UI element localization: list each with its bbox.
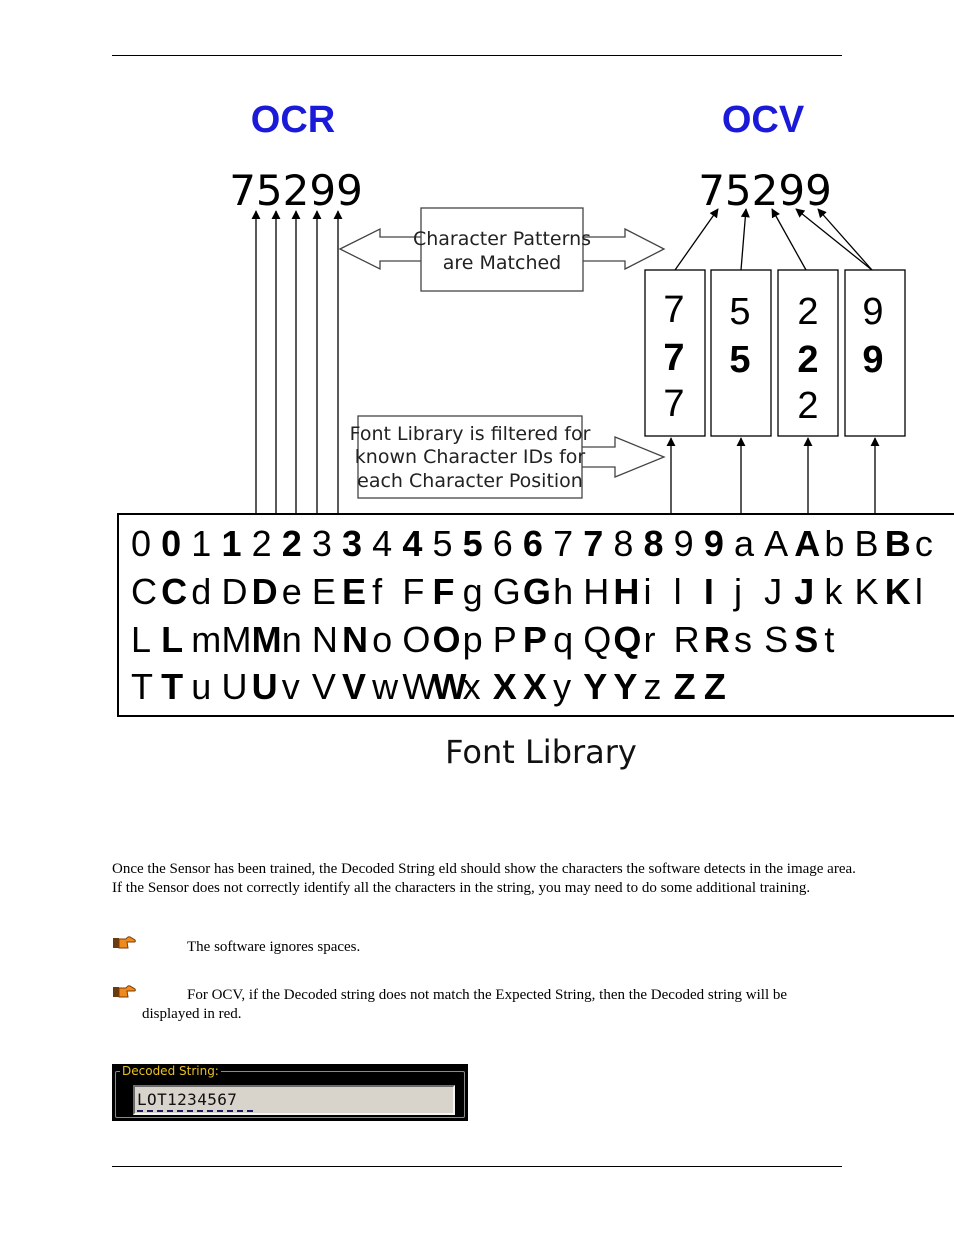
filter-arrow: [580, 437, 664, 477]
library-char: z: [643, 666, 662, 707]
library-char: r: [643, 619, 656, 660]
library-char: 9: [703, 523, 724, 564]
library-char: 5: [462, 523, 483, 564]
library-char: V: [342, 666, 367, 707]
library-char: F: [432, 571, 455, 612]
library-char: B: [854, 523, 879, 564]
library-char: L: [131, 619, 152, 660]
library-char: N: [311, 619, 338, 660]
library-char: g: [462, 571, 483, 612]
library-char: N: [342, 619, 369, 660]
library-char: 2: [281, 523, 302, 564]
column-char: 7: [663, 383, 685, 425]
library-char: 7: [583, 523, 604, 564]
library-char: S: [794, 619, 819, 660]
library-char: T: [131, 666, 153, 707]
library-char: R: [673, 619, 700, 660]
library-char: 5: [432, 523, 453, 564]
ocr-ocv-diagram: [0, 80, 954, 780]
library-char: Y: [613, 666, 638, 707]
library-char: 0: [131, 523, 152, 564]
column-char: 2: [797, 339, 819, 381]
column-char: 2: [797, 385, 819, 427]
library-char: b: [824, 523, 845, 564]
library-char: W: [402, 666, 437, 707]
library-char: 9: [673, 523, 694, 564]
library-char: E: [342, 571, 367, 612]
ocr-number: 75299: [229, 166, 363, 215]
filter-arrows: [671, 438, 875, 513]
column-char: 9: [862, 291, 884, 333]
library-char: 6: [522, 523, 543, 564]
library-char: H: [613, 571, 640, 612]
column-char: 5: [729, 291, 751, 333]
library-char: M: [221, 619, 252, 660]
column-char: 7: [663, 289, 685, 331]
library-char: h: [553, 571, 574, 612]
library-char: 3: [342, 523, 363, 564]
library-char: B: [884, 523, 911, 564]
font-library-caption: Font Library: [445, 733, 637, 771]
library-char: 4: [372, 523, 393, 564]
library-char: a: [733, 523, 754, 564]
library-char: A: [764, 523, 789, 564]
ocv-title: OCV: [721, 99, 805, 141]
note-ocv-red-line-1: For OCV, if the Decoded string does not match the Expected String, then the Decoded string will be: [187, 987, 788, 1003]
library-char: 3: [311, 523, 332, 564]
library-char: w: [372, 666, 399, 707]
library-char: Q: [583, 619, 612, 660]
library-char: s: [733, 619, 752, 660]
library-char: f: [372, 571, 383, 612]
library-char: d: [191, 571, 212, 612]
library-char: T: [161, 666, 184, 707]
ocr-title: OCR: [250, 99, 336, 141]
column-char: 9: [862, 339, 884, 381]
column-char: 5: [729, 339, 751, 381]
library-char: 6: [492, 523, 513, 564]
footer-rule: [112, 1166, 842, 1167]
decoded-string-label: Decoded String:: [122, 1064, 219, 1078]
ocv-number: 75299: [698, 166, 832, 215]
library-char: 1: [221, 523, 242, 564]
decoded-string-underline: [137, 1110, 253, 1112]
library-char: R: [703, 619, 730, 660]
library-char: M: [251, 619, 282, 660]
library-char: S: [764, 619, 789, 660]
library-char: K: [884, 571, 911, 612]
matched-box-line-1: Character Patterns: [412, 228, 592, 250]
library-char: O: [432, 619, 461, 660]
library-char: i: [643, 571, 652, 612]
library-char: 1: [191, 523, 212, 564]
library-char: I: [703, 571, 714, 612]
library-char: k: [824, 571, 843, 612]
library-char: Z: [673, 666, 696, 707]
library-char: U: [221, 666, 248, 707]
library-char: A: [794, 523, 821, 564]
library-char: D: [221, 571, 248, 612]
note-ocv-red-line-2: displayed in red.: [142, 1006, 242, 1022]
library-char: 8: [613, 523, 634, 564]
library-char: E: [311, 571, 336, 612]
library-char: n: [281, 619, 302, 660]
filter-box-line-1: Font Library is filtered for: [349, 423, 591, 445]
decoded-string-field[interactable]: [133, 1085, 455, 1115]
library-char: K: [854, 571, 879, 612]
ocv-arrows: [675, 209, 872, 270]
decoded-string-panel: [112, 1064, 468, 1121]
library-char: L: [161, 619, 184, 660]
library-char: X: [492, 666, 517, 707]
library-char: 7: [553, 523, 574, 564]
ocr-arrows: [256, 211, 338, 513]
pointing-hand-icon: [112, 934, 136, 950]
library-char: c: [914, 523, 933, 564]
library-char: y: [553, 666, 572, 707]
library-char: P: [492, 619, 517, 660]
filter-box-line-3: each Character Position: [357, 470, 583, 492]
body-paragraph: Once the Sensor has been trained, the Decoded String eld should show the characters the software detects in the image area. If the Sensor does not correctly identify all the characters in the string, you may need to do some additional training.: [112, 861, 856, 896]
library-char: G: [522, 571, 551, 612]
library-char: C: [131, 571, 157, 612]
library-char: H: [583, 571, 610, 612]
library-char: P: [522, 619, 547, 660]
library-char: V: [311, 666, 336, 707]
library-char: p: [462, 619, 483, 660]
library-char: U: [251, 666, 278, 707]
library-char: j: [733, 571, 742, 612]
library-char: 0: [161, 523, 182, 564]
matched-box-line-2: are Matched: [442, 252, 562, 274]
library-char: m: [191, 619, 222, 660]
library-char: X: [522, 666, 547, 707]
library-char: q: [553, 619, 574, 660]
library-char: D: [251, 571, 278, 612]
library-char: Z: [703, 666, 726, 707]
library-char: l: [914, 571, 923, 612]
library-char: O: [402, 619, 431, 660]
library-char: 4: [402, 523, 423, 564]
filter-box-line-2: known Character IDs for: [354, 446, 586, 468]
library-char: G: [492, 571, 521, 612]
library-char: 8: [643, 523, 664, 564]
library-char: Y: [583, 666, 608, 707]
library-char: J: [794, 571, 815, 612]
header-rule: [112, 55, 842, 56]
library-char: W: [432, 666, 467, 707]
library-char: o: [372, 619, 393, 660]
decoded-string-value: LOT1234567: [137, 1090, 238, 1109]
library-char: v: [281, 666, 300, 707]
note-ignores-spaces: The software ignores spaces.: [187, 939, 361, 955]
library-char: Q: [613, 619, 642, 660]
library-char: l: [673, 571, 682, 612]
pointing-hand-icon: [112, 983, 136, 999]
library-char: 2: [251, 523, 272, 564]
library-char: e: [281, 571, 302, 612]
library-char: C: [161, 571, 188, 612]
library-char: J: [764, 571, 783, 612]
library-char: F: [402, 571, 425, 612]
library-char: u: [191, 666, 212, 707]
column-char: 7: [663, 337, 685, 379]
library-char: t: [824, 619, 835, 660]
library-char: x: [462, 666, 481, 707]
column-char: 2: [797, 291, 819, 333]
